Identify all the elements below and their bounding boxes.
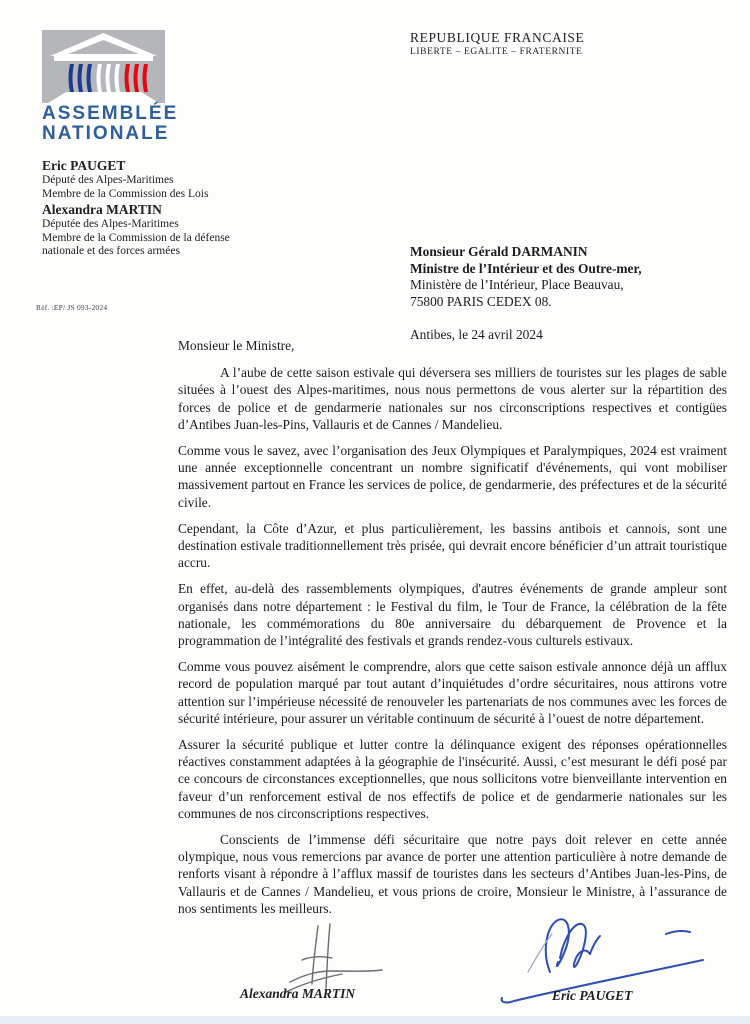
sender-title-line: Député des Alpes-Maritimes <box>42 174 174 186</box>
signature-alexandra-martin-icon <box>272 922 397 994</box>
body-paragraph: Assurer la sécurité publique et lutter contre la délinquance exigent des réponses opérationnelles réactives constamment adaptées à la géographie de l'insécurité. Aussi, c’est mesurant le défi posé par ce concours de circonstances exceptionnelles, que nous sollicitons votre bienveillante intervention en faveur d’un renforcement estival de nos effectifs de police et de gendarmerie nationales sur les communes de nos circonscriptions respectives. <box>178 737 727 821</box>
place-date-line: Antibes, le 24 avril 2024 <box>410 327 543 342</box>
salutation: Monsieur le Ministre, <box>178 338 295 353</box>
recipient-address-line: Ministère de l’Intérieur, Place Beauvau, <box>410 277 624 293</box>
body-paragraph: En effet, au-delà des rassemblements olympiques, d'autres événements de grande ampleur sont organisés dans notre département : le Festival du film, le Tour de France, la célébration de la fête nationale, les commémorations du 80e anniversaire du débarquement de Provence et la programmation de l’intégralité des festivals et grands rendez-vous culturels estivaux. <box>178 581 727 649</box>
letter-body <box>178 337 727 926</box>
sender-title-line: Membre de la Commission des Lois <box>42 187 209 200</box>
body-paragraph: A l’aube de cette saison estivale qui déversera ses milliers de touristes sur les plages de sable situées à l’ouest des Alpes-maritimes, nous nous permettons de vous alerter sur la répartition des forces de police et de gendarmerie nationales sur nos circonscriptions respectives et contigües d’Antibes Juan-les-Pins, Vallauris et de Cannes / Mandelieu. <box>178 365 727 432</box>
signature-name-eric-pauget: Eric PAUGET <box>552 988 633 1003</box>
devise-line: LIBERTE – EGALITE – FRATERNITE <box>410 47 583 57</box>
body-paragraph: Comme vous le savez, avec l’organisation des Jeux Olympiques et Paralympiques, 2024 est vraiment une année exceptionnelle concentrant un nombre significatif d'événements, qui vont mobiliser massivement partout en France les services de police, de gendarmerie, des préfectures et de la sécurité civile. <box>178 443 727 510</box>
sender-title-line: Membre de la Commission de la défense <box>42 231 230 244</box>
sender-name-eric-pauget: Eric PAUGET <box>42 158 126 173</box>
body-paragraph: Cependant, la Côte d’Azur, et plus particulièrement, les bassins antibois et cannois, sont une destination estivale traditionnellement très prisée, qui devrait encore bénéficier d’un attrait touristique accru. <box>178 520 727 571</box>
recipient-title: Ministre de l’Intérieur et des Outre-mer, <box>410 260 642 276</box>
recipient-block <box>410 244 642 310</box>
republique-line: REPUBLIQUE FRANCAISE <box>410 30 585 45</box>
sender-block <box>42 158 230 259</box>
sender-title-line: nationale et des forces armées <box>42 245 180 257</box>
logo-wordmark-line2: NATIONALE <box>42 123 170 144</box>
body-paragraph: Comme vous pouvez aisément le comprendre, alors que cette saison estivale annonce déjà un afflux record de population marqué par tout autant d’inquiétudes d’ordre sécuritaires, nous attirons votre attention sur l’impérieuse nécessité de renouveler les partenariats de nos communes avec les forces de sécurité intérieure, pour assurer un véritable continuum de sécurité à l’ouest de notre département. <box>178 659 727 726</box>
sender-name-alexandra-martin: Alexandra MARTIN <box>42 202 162 217</box>
republique-francaise-header <box>410 30 584 57</box>
reference-number: Réf. :EP/ JS 093-2024 <box>36 303 108 312</box>
scan-bottom-strip <box>0 1016 750 1024</box>
assemblee-nationale-pediment-icon <box>42 30 165 103</box>
sender-title-line: Députée des Alpes-Maritimes <box>42 218 179 230</box>
logo-wordmark-line1: ASSEMBLÉE <box>42 103 179 124</box>
signature-name-alexandra-martin: Alexandra MARTIN <box>240 986 356 1001</box>
logo-wordmark <box>42 103 179 144</box>
recipient-address-line: 75800 PARIS CEDEX 08. <box>410 293 552 309</box>
assemblee-nationale-logo <box>42 30 179 144</box>
body-paragraph: Conscients de l’immense défi sécuritaire que notre pays doit relever en cette année olympique, nous vous remercions par avance de porter une attention particulière à notre demande de renforts visant à répondre à l’afflux massif de touristes dans les secteurs d’Antibes Juan-les-Pins, de Vallauris et de Cannes / Mandelieu, et vous prions de croire, Monsieur le Ministre, à l’assurance de nos sentiments les meilleurs. <box>178 832 727 916</box>
recipient-name: Monsieur Gérald DARMANIN <box>410 244 588 259</box>
